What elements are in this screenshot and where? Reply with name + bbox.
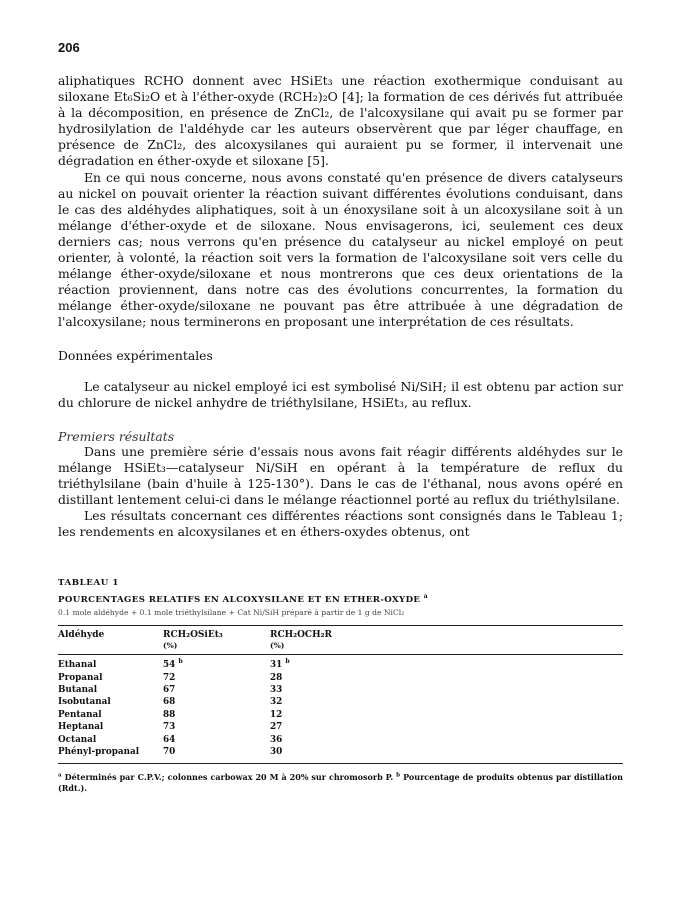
table-row	[58, 746, 623, 763]
cell-aldehyde: Octanal	[58, 734, 97, 745]
cell-alcoxysilane: 67	[163, 685, 176, 696]
cell-ether: 30	[270, 746, 623, 763]
cell-aldehyde: Isobutanal	[58, 697, 111, 708]
document-page	[58, 40, 623, 794]
column-header-alcoxysilane: RCH₂OSiEt₃ (%)	[163, 626, 270, 655]
paragraph: Le catalyseur au nickel employé ici est symbolisé Ni/SiH; il est obtenu par action sur du chlorure de nickel anhydre de triéthylsilane, HSiEt₃, au reflux.	[58, 378, 623, 410]
cell-aldehyde: Heptanal	[58, 722, 104, 733]
results-table	[58, 625, 623, 763]
table-row	[58, 734, 623, 746]
cell-aldehyde: Butanal	[58, 685, 98, 696]
table-label: TABLEAU 1	[58, 578, 119, 589]
cell-aldehyde: Phényl-propanal	[58, 746, 163, 763]
cell-ether: 31 $^b$	[270, 658, 290, 671]
body-text	[58, 73, 623, 540]
table-title: POURCENTAGES RELATIFS EN ALCOXYSILANE ET EN ETHER-OXYDE $^a$	[58, 593, 429, 606]
column-header-aldehyde: Aldéhyde	[58, 626, 163, 655]
table-row	[58, 684, 623, 696]
paragraph: Les résultats concernant ces différentes réactions sont consignés dans le Tableau 1; les rendements en alcoxysilanes et en éthers-oxydes obtenus, ont	[58, 508, 623, 540]
table-row	[58, 721, 623, 733]
paragraph: En ce qui nous concerne, nous avons constaté qu'en présence de divers catalyseurs au nickel on pouvait orienter la réaction suivant différentes évolutions conduisant, dans le cas des aldéhydes aliphatiques, soit à un énoxysilane soit à un alcoxysilane soit à un mélange d'éther-oxyde et de siloxane. Nous envisagerons, ici, seulement ces deux derniers cas; nous verrons qu'en présence du catalyseur au nickel employé on peut orienter, à volonté, la réaction soit vers la formation de l'alcoxysilane soit vers celle du mélange éther-oxyde/siloxane et nous montrerons que ces deux orientations de la réaction proviennent, dans notre cas des évolutions concurrentes, la formation du mélange éther-oxyde/siloxane ne pouvant pas être attribuée à une dégradation de l'alcoxysilane; nous terminerons en proposant une interprétation de ces résultats.	[58, 169, 623, 330]
cell-alcoxysilane: 68	[163, 697, 176, 708]
paragraph: Dans une première série d'essais nous avons fait réagir différents aldéhydes sur le mélange HSiEt₃—catalyseur Ni/SiH en opérant à la température de reflux du triéthylsilane (bain d'huile à 125-130°). Dans le cas de l'éthanal, nous avons opéré en distillant lentement celui-ci dans le mélange réactionnel porté au reflux du triéthylsilane.	[58, 443, 623, 507]
table-row	[58, 655, 623, 672]
cell-alcoxysilane: 54 $^b$	[163, 658, 183, 671]
table-footnotes	[58, 772, 623, 794]
cell-alcoxysilane: 72	[163, 672, 176, 683]
footnote-mark: a	[58, 771, 62, 778]
table-caption	[58, 578, 623, 617]
section-heading: Données expérimentales	[58, 347, 213, 363]
cell-aldehyde: Pentanal	[58, 709, 102, 720]
cell-ether: 27	[270, 722, 283, 733]
table-row	[58, 709, 623, 721]
cell-alcoxysilane: 64	[163, 734, 176, 745]
paragraph-continued: aliphatiques RCHO donnent avec HSiEt₃ une réaction exothermique conduisant au siloxane Et₆Si₂O et à l'éther-oxyde (RCH₂)₂O [4]; la formation de ces dérivés fut attribuée à la décomposition, en présence de ZnCl₂, de l'alcoxysilane qui avait pu se former par hydrosilylation de l'aldéhyde car les auteurs observèrent que par léger chauffage, en présence de ZnCl₂, des alcoxysilanes qui auraient pu se former, il intervenait une dégradation en éther-oxyde et siloxane [5].	[58, 73, 623, 169]
cell-ether: 32	[270, 697, 283, 708]
table-body	[58, 655, 623, 763]
cell-ether: 28	[270, 672, 283, 683]
cell-aldehyde: Propanal	[58, 672, 103, 683]
cell-alcoxysilane: 70	[163, 746, 270, 763]
cell-alcoxysilane: 88	[163, 709, 176, 720]
table-row	[58, 696, 623, 708]
footnote-b: Pourcentage de produits obtenus par distillation (Rdt.).	[58, 771, 623, 793]
table-subtitle: 0.1 mole aldéhyde + 0.1 mole triéthylsilane + Cat Ni/SiH préparé à partir de 1 g de NiCl₂	[58, 608, 405, 618]
cell-ether: 33	[270, 685, 283, 696]
footnote-a: Déterminés par C.P.V.; colonnes carbowax 20 M à 20% sur chromosorb P.	[64, 771, 394, 782]
cell-ether: 12	[270, 709, 283, 720]
page-number: 206	[58, 40, 80, 55]
cell-alcoxysilane: 73	[163, 722, 176, 733]
cell-ether: 36	[270, 734, 283, 745]
table-header-row	[58, 626, 623, 655]
cell-aldehyde: Ethanal	[58, 660, 97, 671]
footnote-mark: b	[396, 771, 401, 778]
subsection-heading: Premiers résultats	[58, 428, 175, 444]
footnote-mark: a	[423, 593, 429, 601]
column-header-ether: RCH₂OCH₂R (%)	[270, 626, 623, 655]
table-row	[58, 672, 623, 684]
